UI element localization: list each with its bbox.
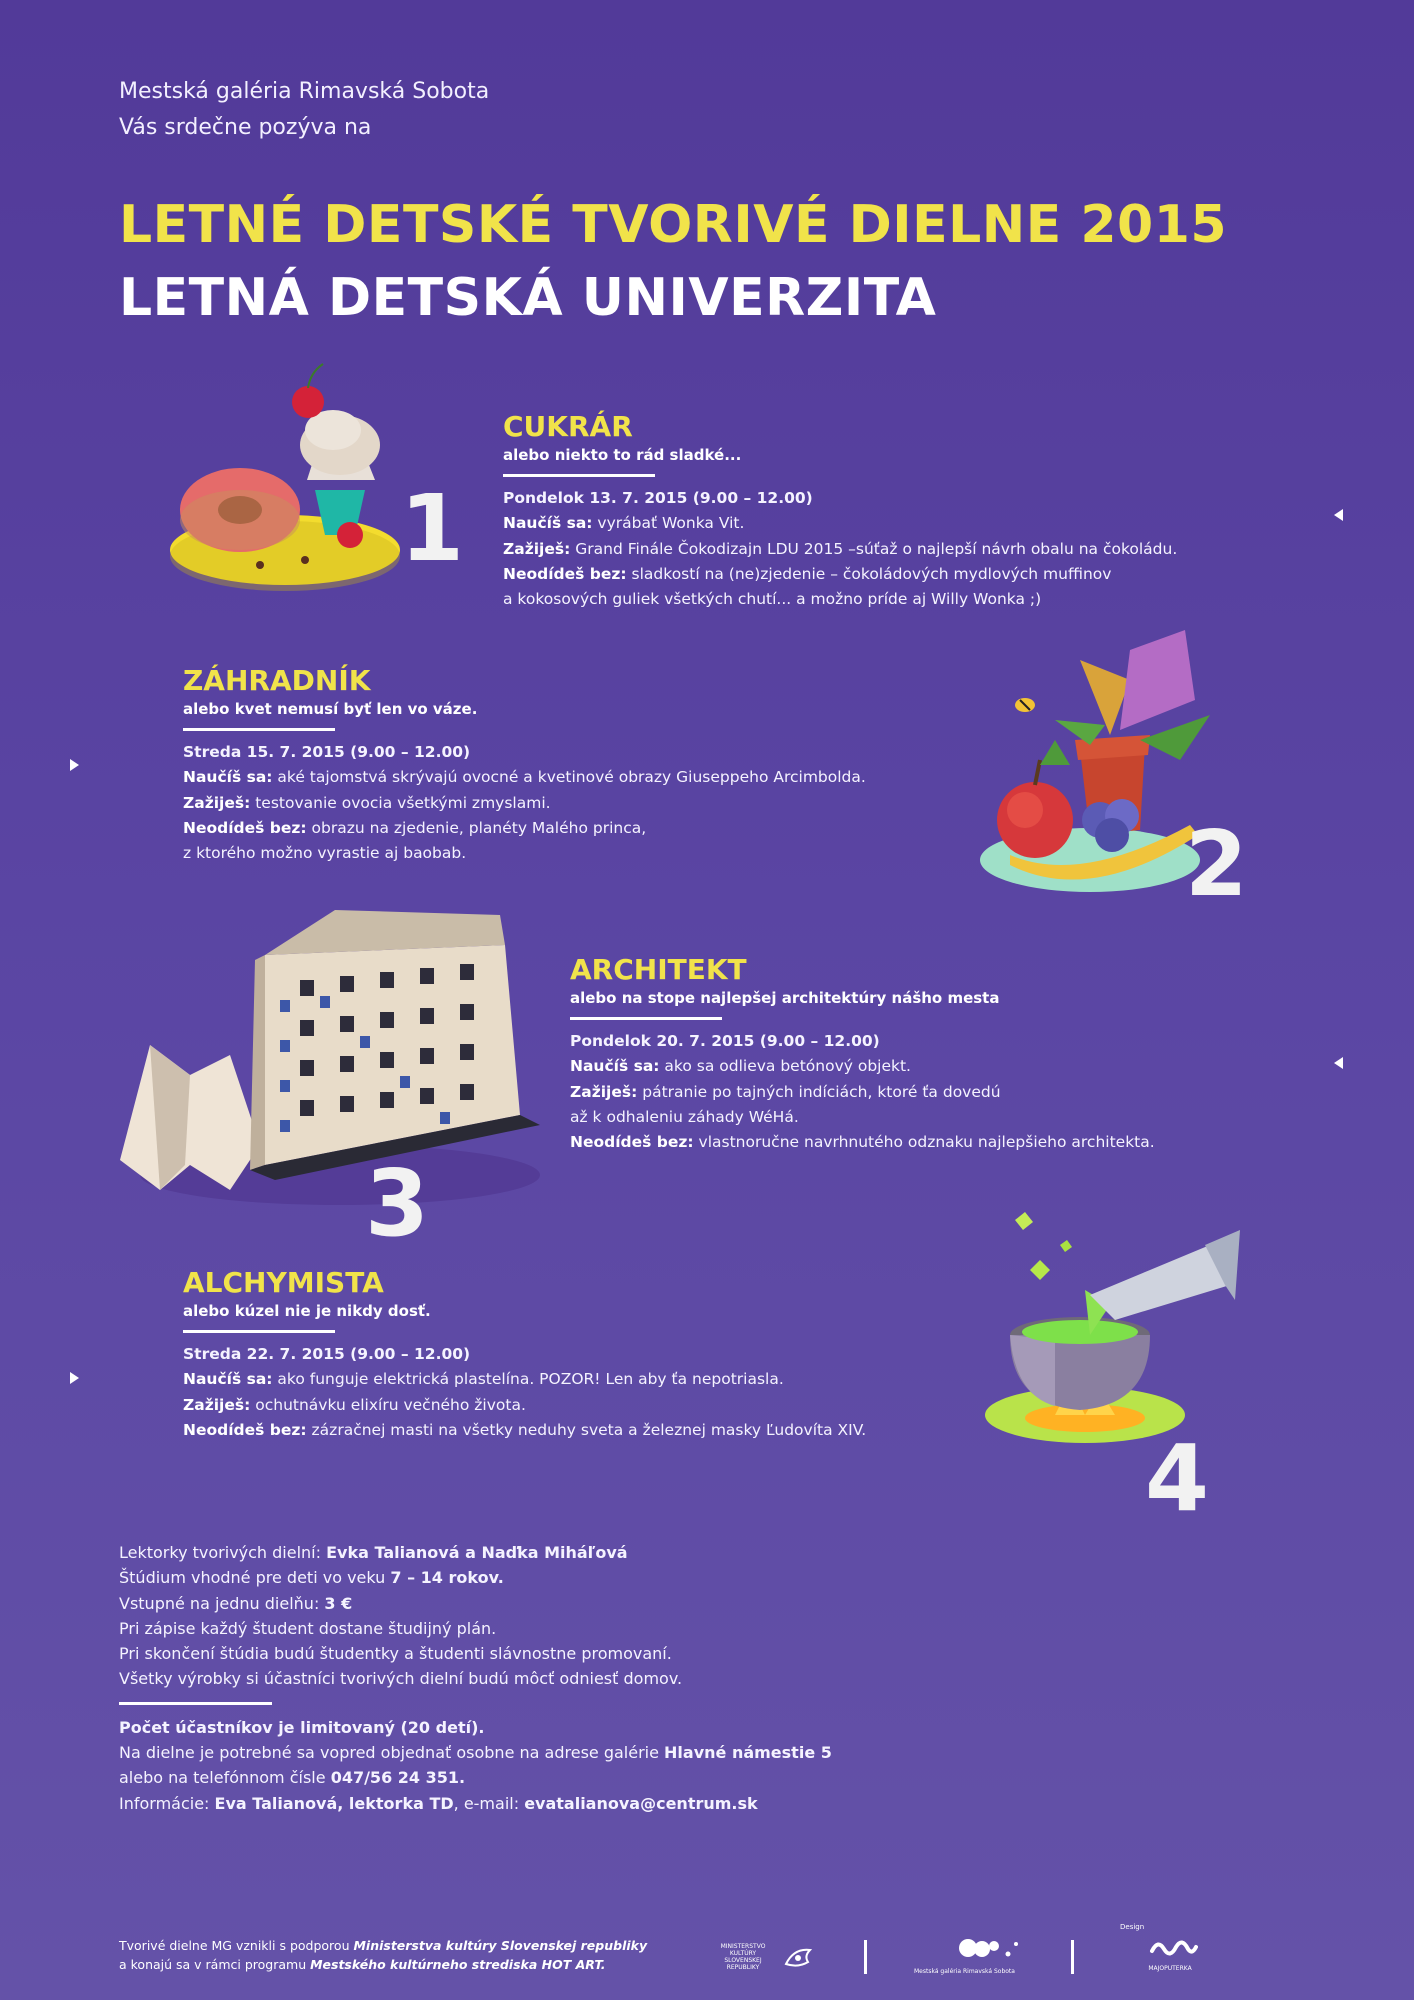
divider <box>119 1702 272 1705</box>
intro <box>119 74 489 146</box>
info-block <box>119 1540 832 1816</box>
gallery-logo <box>912 1934 1032 1978</box>
ministry-emblem-icon <box>780 1942 816 1972</box>
headline-subtitle: LETNÁ DETSKÁ UNIVERZITA <box>119 268 937 328</box>
workshop-leave: Neodídeš bez: zázračnej masti na všetky neduhy sveta a železnej masky Ľudovíta XIV. <box>183 1420 867 1439</box>
workshop-leave: Neodídeš bez: obrazu na zjedenie, planéty Malého princa, <box>183 818 647 837</box>
divider <box>503 474 655 477</box>
design-logo <box>1120 1924 1210 1980</box>
workshop-alchymista <box>183 1266 866 1443</box>
workshop-subtitle: alebo kvet nemusí byť len vo váze. <box>183 700 478 718</box>
workshop-4-number: 4 <box>1145 1425 1210 1530</box>
divider <box>183 1330 335 1333</box>
headline-title: LETNÉ DETSKÉ TVORIVÉ DIELNE 2015 <box>119 195 1228 255</box>
info-line: Na dielne je potrebné sa vopred objednať osobne na adrese galérie Hlavné námestie 5 <box>119 1743 832 1763</box>
workshop-learn: Naučíš sa: ako funguje elektrická plastelína. POZOR! Len aby ťa nepotriasla. <box>183 1370 784 1389</box>
workshop-experience: Zažiješ: Grand Finále Čokodizajn LDU 2015 –súťaž o najlepší návrh obalu na čokoládu. <box>503 539 1178 558</box>
ministry-logo-text: MINISTERSTVO KULTÚRY SLOVENSKEJ REPUBLIKY <box>720 1943 766 1971</box>
workshop-title: ZÁHRADNÍK <box>183 664 371 697</box>
workshop-subtitle: alebo niekto to rád sladké... <box>503 446 742 464</box>
workshop-date: Pondelok 13. 7. 2015 (9.00 – 12.00) <box>503 489 813 507</box>
info-line: Všetky výrobky si účastníci tvorivých dielní budú môcť odniesť domov. <box>119 1669 683 1689</box>
workshop-3-number: 3 <box>365 1150 430 1250</box>
footer-separator <box>1071 1940 1074 1974</box>
workshop-title: CUKRÁR <box>503 410 633 443</box>
info-line: Informácie: Eva Talianová, lektorka TD, e-mail: evatalianova@centrum.sk <box>119 1793 758 1813</box>
workshop-learn: Naučíš sa: aké tajomstvá skrývajú ovocné a kvetinové obrazy Giuseppeho Arcimbolda. <box>183 768 866 787</box>
workshop-date: Pondelok 20. 7. 2015 (9.00 – 12.00) <box>570 1032 880 1050</box>
building-illustration <box>110 890 560 1250</box>
info-line: Pri zápise každý študent dostane študijný plán. <box>119 1618 497 1638</box>
fruit-flowers-illustration <box>970 620 1260 910</box>
footer-credits: Tvorivé dielne MG vznikli s podporou Ministerstva kultúry Slovenskej republiky a konajú sa v rámci programu Mestského kultúrneho strediska HOT ART. <box>119 1938 648 1972</box>
workshop-leave-cont: z ktorého možno vyrastie aj baobab. <box>183 844 467 863</box>
design-emblem-icon <box>1148 1937 1198 1961</box>
footer-separator <box>864 1940 867 1974</box>
info-line: Lektorky tvorivých dielní: Evka Talianová a Naďka Miháľová <box>119 1543 628 1562</box>
workshop-experience: Zažiješ: pátranie po tajných indíciách, ktoré ťa dovedú <box>570 1082 1001 1101</box>
arrow-right-icon <box>70 1372 79 1384</box>
arrow-right-icon <box>70 759 79 771</box>
workshop-title: ARCHITEKT <box>570 953 747 986</box>
info-line: Štúdium vhodné pre deti vo veku 7 – 14 rokov. <box>119 1568 504 1588</box>
workshop-experience-cont: až k odhaleniu záhady WéHá. <box>570 1107 799 1126</box>
workshop-1-number: 1 <box>400 475 465 582</box>
gallery-emblem-icon <box>912 1934 1032 1964</box>
cupcake-donut-illustration <box>165 360 465 595</box>
divider <box>183 728 335 731</box>
workshop-date: Streda 22. 7. 2015 (9.00 – 12.00) <box>183 1345 471 1363</box>
workshop-date: Streda 15. 7. 2015 (9.00 – 12.00) <box>183 743 471 761</box>
intro-line-2: Vás srdečne pozýva na <box>119 115 372 140</box>
workshop-leave-cont: a kokosových guliek všetkých chutí... a možno príde aj Willy Wonka ;) <box>503 590 1042 609</box>
info-line: alebo na telefónnom čísle 047/56 24 351. <box>119 1768 466 1788</box>
workshop-cukrar <box>503 410 1177 612</box>
ministry-logo <box>712 1940 822 1974</box>
workshop-subtitle: alebo na stope najlepšej architektúry nášho mesta <box>570 989 1000 1007</box>
workshop-learn: Naučíš sa: vyrábať Wonka Vit. <box>503 514 745 533</box>
workshop-experience: Zažiješ: ochutnávku elixíru večného života. <box>183 1395 526 1414</box>
workshop-subtitle: alebo kúzel nie je nikdy dosť. <box>183 1302 431 1320</box>
workshop-experience: Zažiješ: testovanie ovocia všetkými zmyslami. <box>183 793 551 812</box>
arrow-left-icon <box>1334 1057 1343 1069</box>
info-line: Vstupné na jednu dielňu: 3 € <box>119 1593 353 1613</box>
workshop-zahradnik <box>183 664 866 866</box>
workshop-architekt <box>570 953 1155 1155</box>
workshop-learn: Naučíš sa: ako sa odlieva betónový objekt. <box>570 1057 911 1076</box>
design-logo-text: MAJOPUTERKA <box>1148 1965 1192 1972</box>
workshop-leave: Neodídeš bez: vlastnoručne navrhnutého odznaku najlepšieho architekta. <box>570 1133 1155 1152</box>
cauldron-illustration <box>975 1200 1255 1530</box>
intro-line-1: Mestská galéria Rimavská Sobota <box>119 79 490 104</box>
workshop-title: ALCHYMISTA <box>183 1266 384 1299</box>
info-line: Pri skončení štúdia budú študentky a študenti slávnostne promovaní. <box>119 1644 672 1664</box>
gallery-logo-text: Mestská galéria Rimavská Sobota <box>914 1968 1015 1975</box>
workshop-leave: Neodídeš bez: sladkostí na (ne)zjedenie – čokoládových mydlových muffinov <box>503 564 1112 583</box>
workshop-2-number: 2 <box>1185 812 1248 910</box>
divider <box>570 1017 722 1020</box>
design-caption: Design <box>1120 1923 1145 1931</box>
arrow-left-icon <box>1334 509 1343 521</box>
email-link[interactable]: evatalianova@centrum.sk <box>524 1793 758 1813</box>
info-line: Počet účastníkov je limitovaný (20 detí). <box>119 1717 485 1737</box>
